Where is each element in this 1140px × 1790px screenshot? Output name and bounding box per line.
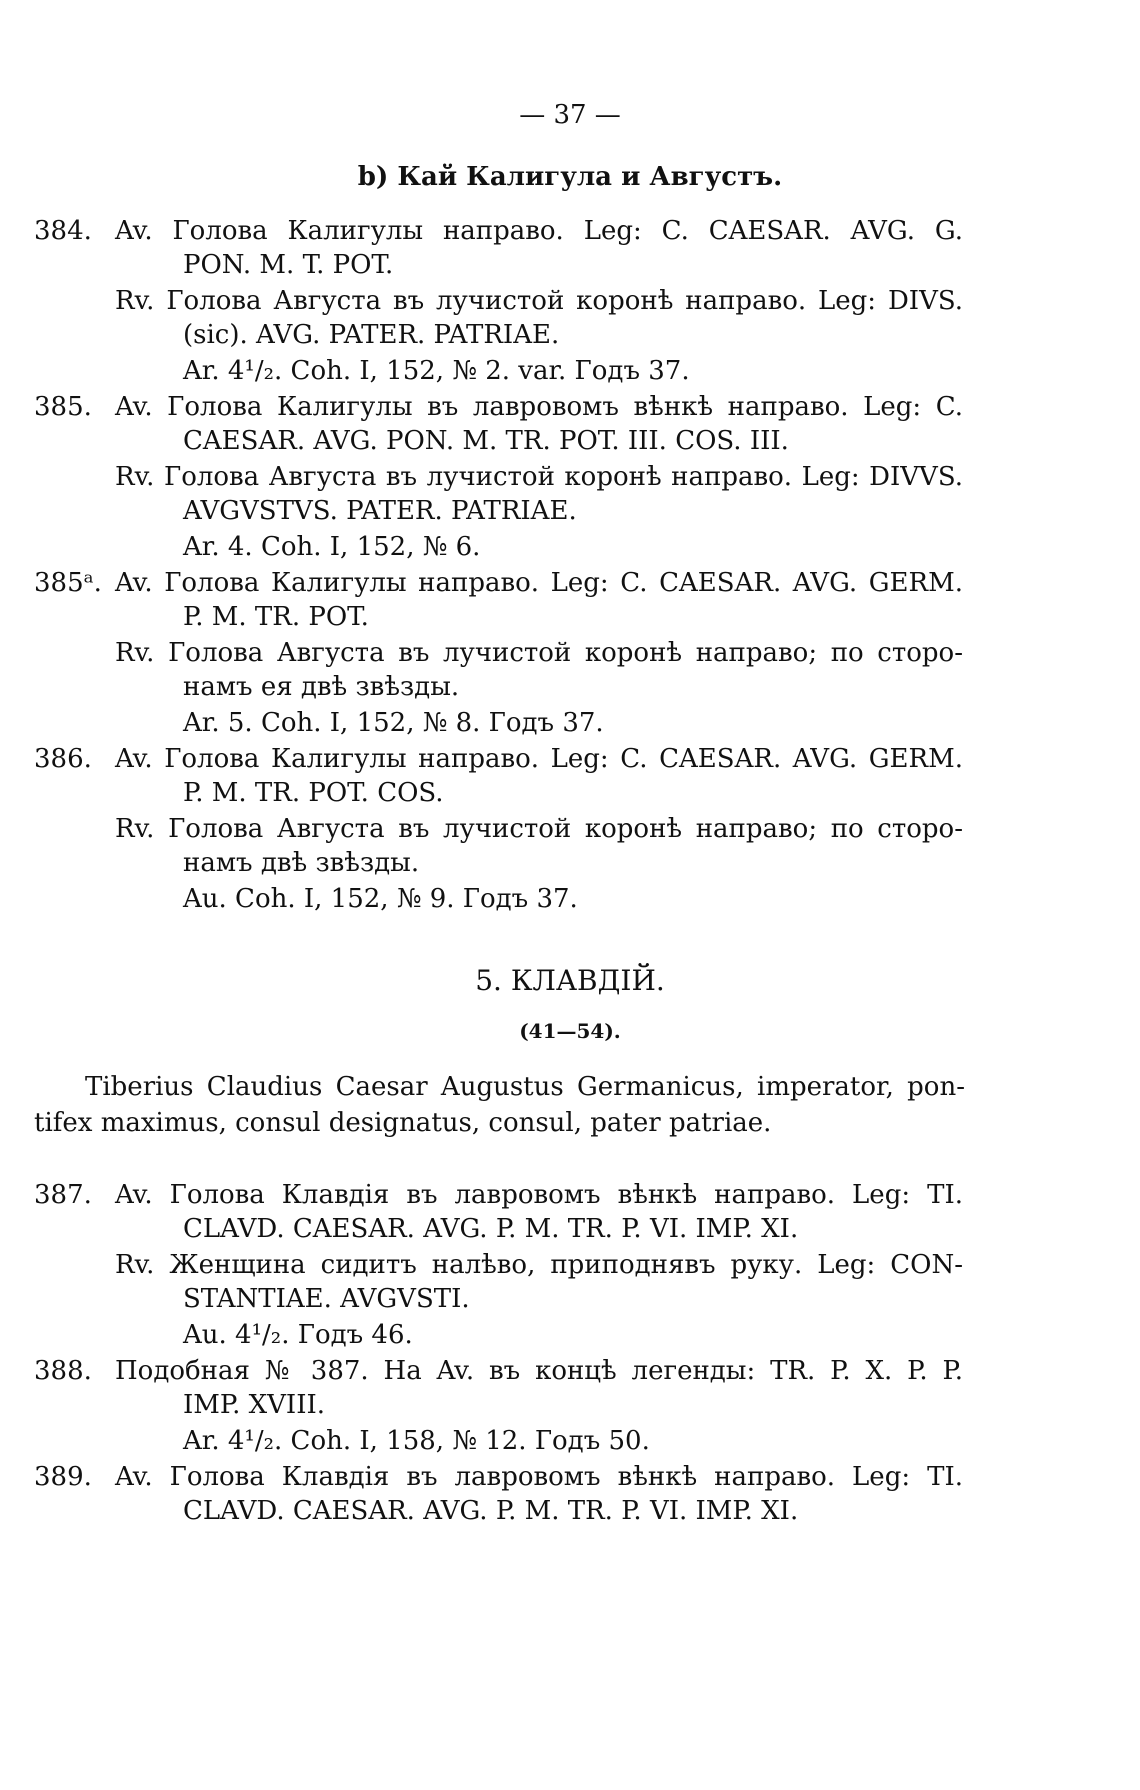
entry-av-line: Av. Голова Калигулы въ лавровомъ вѣнкѣ направо. Leg: C. — [115, 392, 963, 422]
section-title: 5. КЛАВДІЙ. — [475, 964, 665, 997]
entry-number: 388. — [34, 1356, 92, 1386]
entry-rv-line: Rv. Голова Августа въ лучистой коронѣ направо; по сторо- — [115, 814, 963, 844]
entry-number: 386. — [34, 744, 92, 774]
entry-rv-line: Rv. Женщина сидитъ налѣво, приподнявъ руку. Leg: CON- — [115, 1250, 963, 1280]
entry-rv-cont: STANTIAE. AVGVSTI. — [183, 1284, 470, 1314]
entry-text-cont: IMP. XVIII. — [183, 1390, 326, 1420]
entry-av-cont: CLAVD. CAESAR. AVG. P. M. TR. P. VI. IMP. XI. — [183, 1214, 799, 1244]
entry-rv-cont: намъ двѣ звѣзды. — [183, 848, 420, 878]
entry-number: 385ᵃ. — [34, 568, 102, 598]
entry-text-line: Подобная № 387. На Av. въ концѣ легенды: TR. P. X. P. P. — [115, 1356, 963, 1386]
entry-av-cont: CLAVD. CAESAR. AVG. P. M. TR. P. VI. IMP. XI. — [183, 1496, 799, 1526]
entry-rv-cont: AVGVSTVS. PATER. PATRIAE. — [183, 496, 577, 526]
entry-rv-line: Rv. Голова Августа въ лучистой коронѣ направо; по сторо- — [115, 638, 963, 668]
entry-av-cont: P. M. TR. POT. COS. — [183, 778, 444, 808]
entry-meta: Ar. 5. Coh. I, 152, № 8. Годъ 37. — [183, 708, 604, 738]
entry-av-line: Av. Голова Калигулы направо. Leg: C. CAESAR. AVG. GERM. — [115, 744, 963, 774]
entry-rv-cont: (sic). AVG. PATER. PATRIAE. — [183, 320, 560, 350]
entry-rv-cont: намъ ея двѣ звѣзды. — [183, 672, 460, 702]
entry-av-cont: PON. M. T. POT. — [183, 250, 394, 280]
entry-av-line: Av. Голова Клавдія въ лавровомъ вѣнкѣ направо. Leg: TI. — [115, 1462, 963, 1492]
sub-heading: b) Кай Калигула и Августъ. — [357, 162, 783, 192]
entry-meta: Au. Coh. I, 152, № 9. Годъ 37. — [183, 884, 578, 914]
entry-number: 384. — [34, 216, 92, 246]
section-years: (41—54). — [519, 1019, 621, 1043]
entry-av-line: Av. Голова Клавдія въ лавровомъ вѣнкѣ направо. Leg: TI. — [115, 1180, 963, 1210]
intro-text: Tiberius Claudius Caesar Augustus Germanicus, imperator, pon- — [85, 1072, 965, 1102]
entry-number: 385. — [34, 392, 92, 422]
entry-av-line: Av. Голова Калигулы направо. Leg: C. CAESAR. AVG. GERM. — [115, 568, 963, 598]
entry-meta: Ar. 4¹/₂. Coh. I, 158, № 12. Годъ 50. — [183, 1426, 650, 1456]
entry-meta: Au. 4¹/₂. Годъ 46. — [183, 1320, 413, 1350]
entry-meta: Ar. 4¹/₂. Coh. I, 152, № 2. var. Годъ 37. — [183, 356, 690, 386]
entry-number: 387. — [34, 1180, 92, 1210]
entry-av-line: Av. Голова Калигулы направо. Leg: C. CAESAR. AVG. G. — [115, 216, 963, 246]
entry-rv-line: Rv. Голова Августа въ лучистой коронѣ направо. Leg: DIVS. — [115, 286, 963, 316]
intro-text: tifex maximus, consul designatus, consul, pater patriae. — [34, 1108, 772, 1138]
entry-number: 389. — [34, 1462, 92, 1492]
entry-meta: Ar. 4. Coh. I, 152, № 6. — [183, 532, 481, 562]
entry-av-cont: CAESAR. AVG. PON. M. TR. POT. III. COS. III. — [183, 426, 789, 456]
entry-av-cont: P. M. TR. POT. — [183, 602, 369, 632]
page-number: — 37 — — [519, 100, 621, 130]
entry-rv-line: Rv. Голова Августа въ лучистой коронѣ направо. Leg: DIVVS. — [115, 462, 963, 492]
